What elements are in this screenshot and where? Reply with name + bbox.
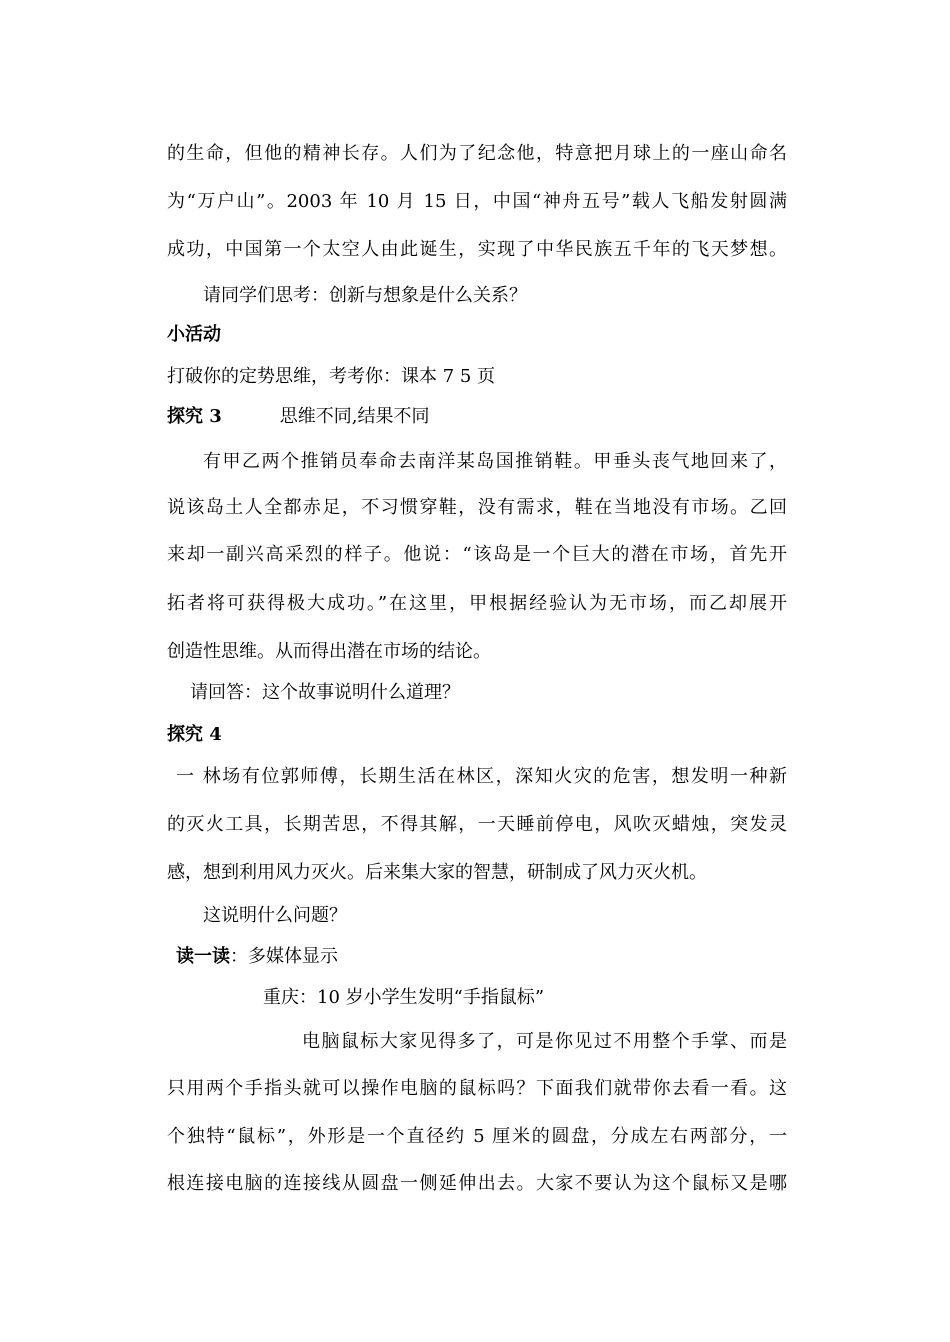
question-line: 请回答：这个故事说明什么道理？ [190,682,460,703]
paragraph-line: 拓者将可获得极大成功。”在这里，甲根据经验认为无市场，而乙却展开 [167,593,787,614]
paragraph-line: 打破你的定势思维，考考你：课本 7 5 页 [167,366,496,387]
section-heading: 小活动 [167,324,221,345]
section-heading-row [176,945,796,969]
section-heading-row [167,405,787,429]
section-heading: 探究 3 [167,406,222,427]
section-heading: 探究 4 [167,724,222,745]
paragraph-line: 的生命，但他的精神长存。人们为了纪念他，特意把月球上的一座山命名 [167,143,787,164]
paragraph-line: 一 林场有位郭师傅，长期生活在林区，深知火灾的危害，想发明一种新 [176,766,787,787]
paragraph-line: 根连接电脑的连接线从圆盘一侧延伸出去。大家不要认为这个鼠标又是哪 [167,1173,787,1194]
paragraph-line: 的灭火工具，长期苦思，不得其解，一天睡前停电，风吹灭蜡烛，突发灵 [167,814,787,835]
section-heading: 读一读 [176,946,230,967]
question-line: 请同学们思考：创新与想象是什么关系？ [203,285,527,306]
paragraph-line: 为“万户山”。2003 年 10 月 15 日，中国“神舟五号”载人飞船发射圆满 [167,191,787,212]
paragraph-line: 电脑鼠标大家见得多了，可是你见过不用整个手掌、而是 [302,1031,787,1052]
paragraph-line: 个独特“鼠标”，外形是一个直径约 5 厘米的圆盘，分成左右两部分，一 [167,1126,787,1147]
question-line: 这说明什么问题？ [203,905,347,926]
section-title: 思维不同,结果不同 [279,406,430,427]
paragraph-line: 只用两个手指头就可以操作电脑的鼠标吗？下面我们就带你去看一看。这 [167,1078,787,1099]
paragraph-line: 成功，中国第一个太空人由此诞生，实现了中华民族五千年的飞天梦想。 [167,239,787,260]
paragraph-line: 有甲乙两个推销员奉命去南洋某岛国推销鞋。甲垂头丧气地回来了， [203,451,787,472]
paragraph-line: 创造性思维。从而得出潜在市场的结论。 [167,641,491,662]
section-subtitle: ：多媒体显示 [230,946,338,967]
paragraph-line: 说该岛土人全都赤足，不习惯穿鞋，没有需求，鞋在当地没有市场。乙回 [167,497,787,518]
paragraph-line: 来却一副兴高采烈的样子。他说：“该岛是一个巨大的潜在市场，首先开 [167,544,787,565]
article-title: 重庆：10 岁小学生发明“手指鼠标” [263,987,545,1008]
paragraph-line: 感，想到利用风力灭火。后来集大家的智慧，研制成了风力灭火机。 [167,862,707,883]
